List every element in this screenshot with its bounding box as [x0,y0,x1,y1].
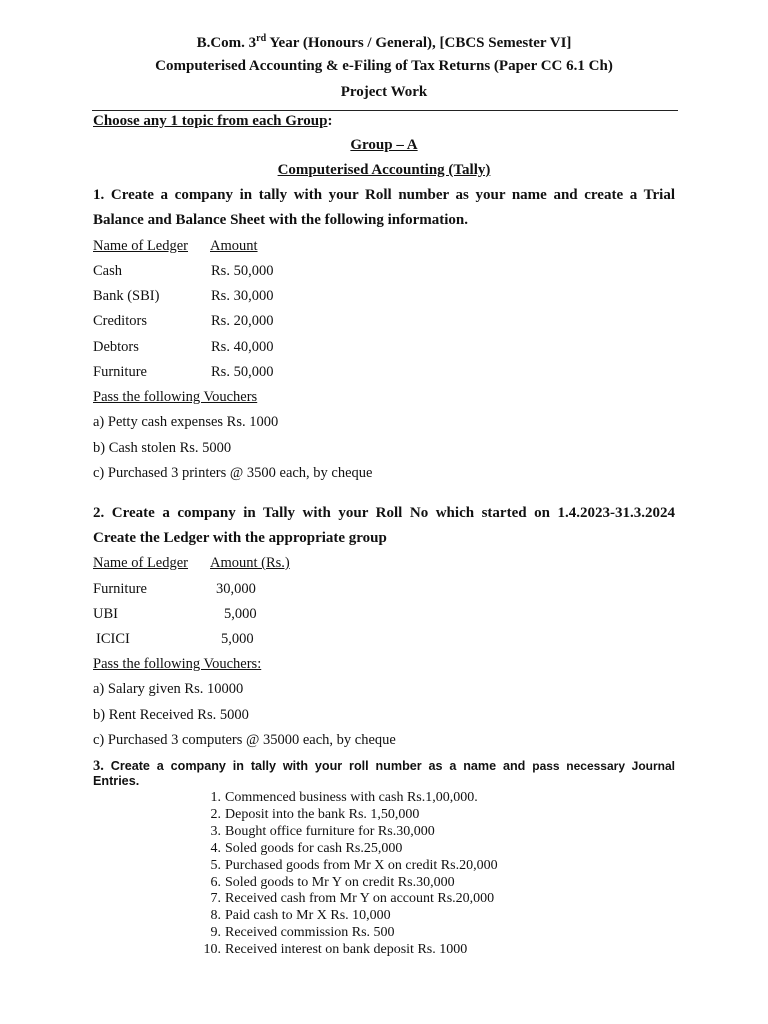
q2-heading-line-2: Create the Ledger with the appropriate group [93,530,387,546]
q1-voucher: a) Petty cash expenses Rs. 1000 [93,414,279,430]
instruction-text: Choose any 1 topic from each Group [93,113,328,129]
header-line-1 [0,33,768,52]
list-item-text: Deposit into the bank Rs. 1,50,000 [225,806,420,822]
q2-col-ledger: Name of Ledger [93,555,189,571]
list-item-number: 8. [210,908,221,924]
q2-voucher: c) Purchased 3 computers @ 35000 each, by cheque [93,732,396,748]
list-item [200,875,498,892]
list-item-text: Received cash from Mr Y on account Rs.20,000 [225,891,495,907]
list-item-number: 6. [210,874,221,890]
list-item [200,908,498,925]
q3-text-a: Create a company in tally with your roll number as a name and [110,759,526,773]
list-item-text: Received interest on bank deposit Rs. 1000 [225,942,468,958]
q2-col-amount: Amount (Rs.) [210,555,290,571]
q2-ledger-name: Furniture [93,581,147,597]
q2-ledger-amount: 5,000 [221,631,254,647]
list-item-number: 2. [210,806,221,822]
q3-entries-list [200,790,498,959]
list-item [200,790,498,807]
list-item-text: Soled goods for cash Rs.25,000 [225,840,403,856]
page-title: Project Work [340,84,428,100]
list-item-number: 4. [210,840,221,856]
q1-ledger-amount: Rs. 20,000 [211,313,274,329]
list-item [200,891,498,908]
q1-col-amount: Amount [210,238,258,254]
q2-ledger-amount: 5,000 [224,606,257,622]
instruction-colon: : [327,113,333,129]
list-item [200,858,498,875]
group-subtitle: Computerised Accounting (Tally) [277,162,491,178]
list-item-number: 7. [210,891,221,907]
q1-ledger-name: Furniture [93,364,147,380]
q1-heading-line-2: Balance and Balance Sheet with the following information. [93,212,469,228]
q1-ledger-amount: Rs. 50,000 [211,364,274,380]
q2-ledger-amount: 30,000 [216,581,256,597]
list-item [200,841,498,858]
q2-voucher: b) Rent Received Rs. 5000 [93,707,249,723]
list-item-number: 9. [210,925,221,941]
list-item-text: Paid cash to Mr X Rs. 10,000 [225,908,391,924]
q1-ledger-amount: Rs. 30,000 [211,288,274,304]
q1-ledger-name: Debtors [93,339,139,355]
q3-text-b: pass necessary Journal [532,759,676,773]
q1-voucher: c) Purchased 3 printers @ 3500 each, by cheque [93,465,373,481]
q3-heading-line-1 [93,758,675,775]
q1-vouchers-title: Pass the following Vouchers [93,389,258,405]
q1-voucher: b) Cash stolen Rs. 5000 [93,440,232,456]
q1-ledger-name: Bank (SBI) [93,288,160,304]
q1-ledger-amount: Rs. 40,000 [211,339,274,355]
header-line-1-post: Year (Honours / General), [CBCS Semester VI] [266,35,572,51]
q3-heading-line-2: Entries. [93,774,140,788]
q2-voucher: a) Salary given Rs. 10000 [93,681,244,697]
header-line-2: Computerised Accounting & e-Filing of Tax Returns (Paper CC 6.1 Ch) [155,58,613,74]
list-item-text: Received commission Rs. 500 [225,925,395,941]
list-item [200,807,498,824]
q2-vouchers-title: Pass the following Vouchers: [93,656,262,672]
list-item-number: 1. [210,790,221,805]
list-item [200,942,498,959]
list-item-text: Commenced business with cash Rs.1,00,000. [225,790,478,805]
q1-ledger-name: Creditors [93,313,147,329]
list-item [200,824,498,841]
q3-number: 3. [93,758,104,774]
list-item-text: Soled goods to Mr Y on credit Rs.30,000 [225,874,455,890]
list-item-text: Purchased goods from Mr X on credit Rs.20,000 [225,857,498,873]
q2-heading-line-1: 2. Create a company in Tally with your Roll No which started on 1.4.2023-31.3.2024 [93,505,675,521]
group-title: Group – A [350,137,418,153]
q2-ledger-name: UBI [93,606,118,622]
q1-col-ledger: Name of Ledger [93,238,189,254]
list-item-number: 3. [210,823,221,839]
q1-ledger-name: Cash [93,263,122,279]
header-line-1-pre: B.Com. 3 [196,35,257,51]
q1-heading-line-1: 1. Create a company in tally with your Roll number as your name and create a Trial [93,187,675,203]
q1-ledger-amount: Rs. 50,000 [211,263,274,279]
header-line-1-sup: rd [256,33,267,44]
list-item-number: 5. [210,857,221,873]
list-item [200,925,498,942]
list-item-number: 10. [203,942,221,958]
q2-ledger-name: ICICI [96,631,130,647]
list-item-text: Bought office furniture for Rs.30,000 [225,823,435,839]
instruction [93,113,332,130]
header-divider [92,110,678,111]
